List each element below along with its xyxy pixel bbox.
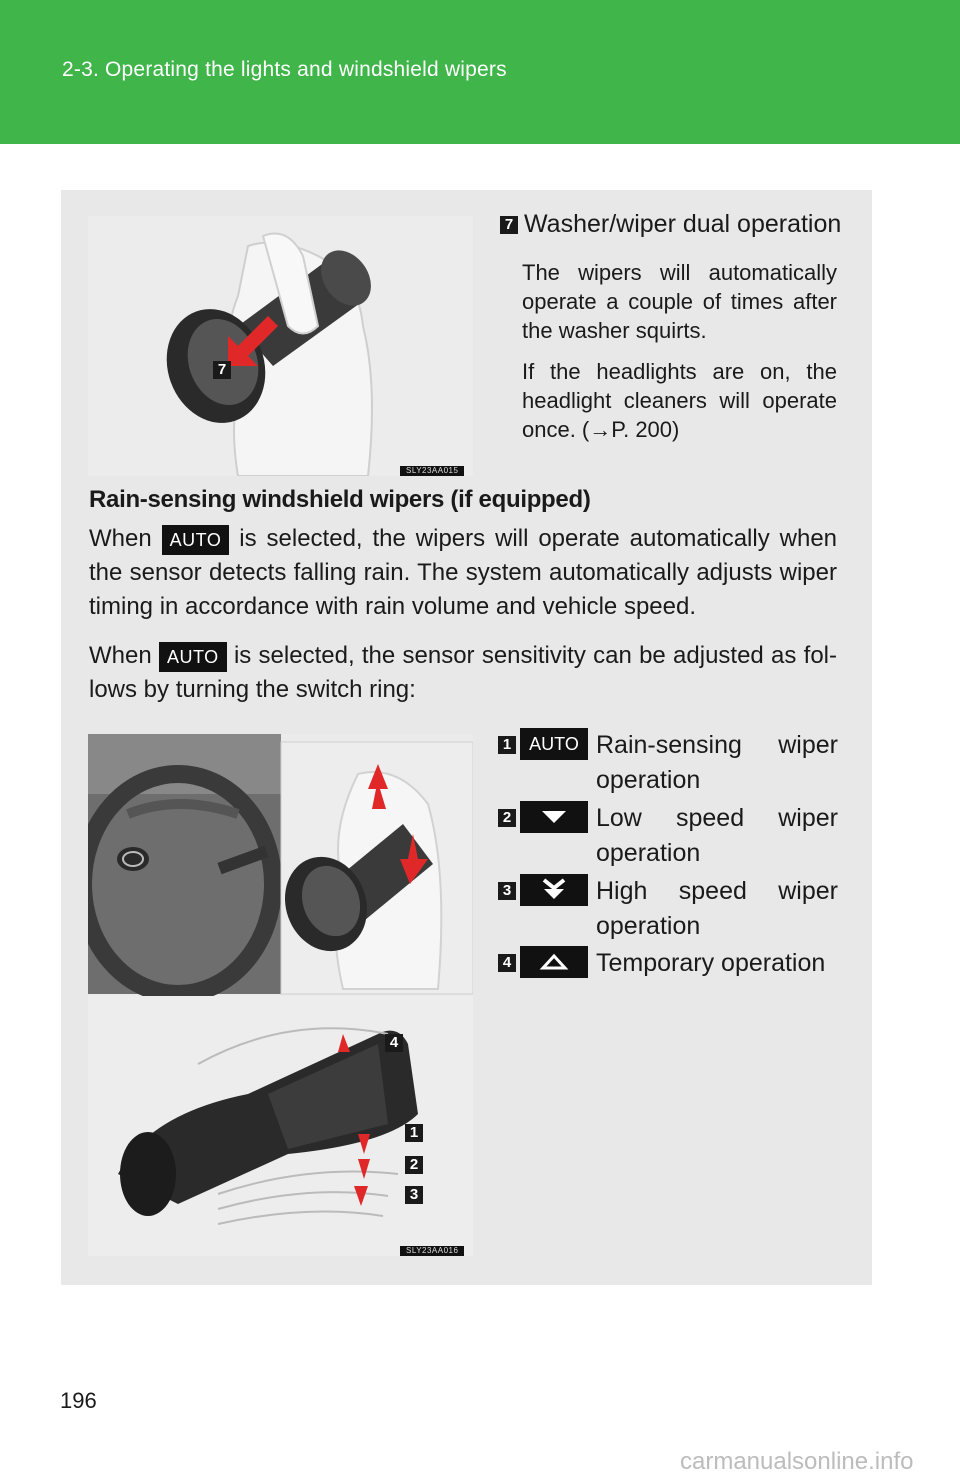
figure-code-tag: SLY23AA016: [400, 1246, 464, 1256]
washer-para-1: The wipers will automatically operate a couple of times after the washer squirts.: [522, 260, 837, 343]
figure-code-tag: SLY23AA015: [400, 466, 464, 476]
mode-badge: 1: [498, 736, 516, 754]
auto-inline-icon: AUTO: [159, 642, 227, 672]
rain-sensing-title: Rain-sensing windshield wipers (if equipped): [89, 486, 591, 513]
figure-badge-2: 2: [405, 1156, 423, 1174]
header-bar: [0, 0, 960, 144]
figure-badge-4: 4: [385, 1034, 403, 1052]
p1-suffix: is selected, the wipers will operate automatically when the sensor detects falling rain. The system automatically adjusts wiper timing in accordance with rain volume and vehicle speed.: [89, 525, 838, 620]
rain-paragraph-2: [89, 639, 837, 707]
mode-badge: 3: [498, 882, 516, 900]
rain-sensor-illustration: [88, 734, 473, 1256]
p2-suffix: is selected, the sensor sensitivity can be adjusted as fol-lows by turning the switch ring:: [89, 642, 838, 703]
section-header-title: 2-3. Operating the lights and windshield wipers: [62, 58, 507, 81]
mode-label: Temporary operation: [596, 949, 826, 977]
triangle-down-icon: [520, 801, 588, 833]
rain-paragraph-1: [89, 522, 837, 624]
p1-prefix: When: [89, 525, 152, 552]
chevron-up-icon: [520, 946, 588, 978]
mode-badge: 2: [498, 809, 516, 827]
watermark: carmanualsonline.info: [680, 1448, 914, 1475]
mode-label: Rain-sensing wiper operation: [596, 731, 838, 794]
washer-wiper-illustration: [88, 216, 473, 476]
mode-label: High speed wiper operation: [596, 877, 838, 940]
figure-badge-3: 3: [405, 1186, 423, 1204]
mode-badge: 4: [498, 954, 516, 972]
auto-inline-icon: AUTO: [162, 525, 230, 555]
mode-item-auto: [498, 728, 838, 798]
figure-badge-7: 7: [213, 361, 231, 379]
mode-item-high: [498, 874, 838, 944]
badge-7: 7: [500, 216, 518, 234]
page-number: 196: [60, 1388, 97, 1413]
mode-item-low: [498, 801, 838, 871]
figure-badge-1: 1: [405, 1124, 423, 1142]
mode-item-temporary: [498, 946, 838, 981]
p2-prefix: When: [89, 642, 152, 669]
auto-text-icon: AUTO: [520, 728, 588, 760]
mode-label: Low speed wiper operation: [596, 804, 838, 867]
double-chevron-down-icon: [520, 874, 588, 906]
washer-dual-operation-heading: [500, 210, 841, 239]
washer-title: Washer/wiper dual operation: [524, 210, 842, 238]
washer-para-2: If the headlights are on, the headlight cleaners will operate once. (→P. 200): [522, 359, 837, 442]
